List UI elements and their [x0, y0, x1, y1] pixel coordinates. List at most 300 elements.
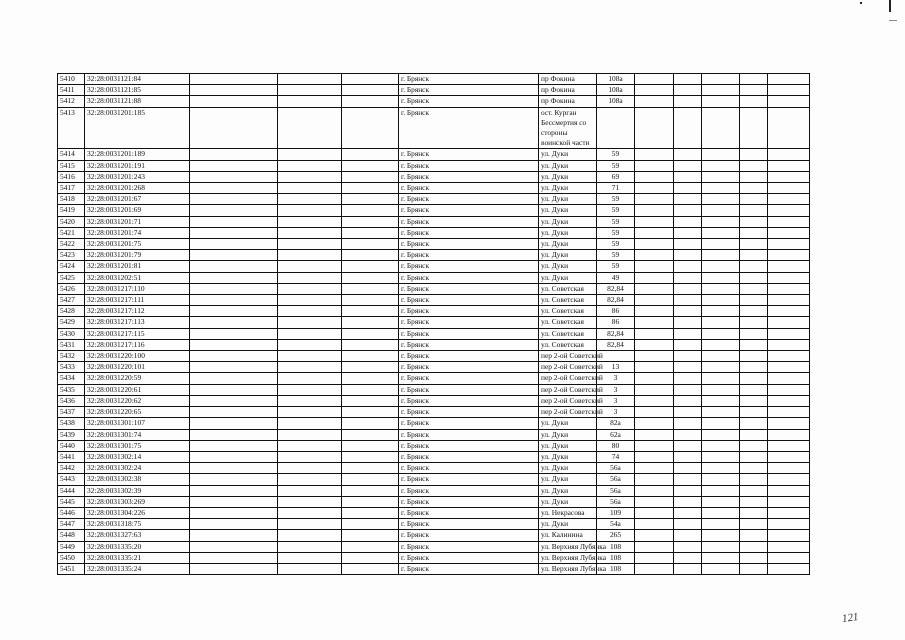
empty-cell [190, 295, 278, 306]
empty-cell [702, 261, 740, 272]
row-number-cell: 5420 [58, 216, 85, 227]
empty-cell [190, 272, 278, 283]
cadastral-number-cell: 32:28:0031301:75 [85, 440, 190, 451]
empty-cell [740, 507, 768, 518]
row-number-cell: 5428 [58, 306, 85, 317]
cadastral-number-cell: 32:28:0031335:24 [85, 563, 190, 574]
empty-cell [768, 306, 810, 317]
city-cell: г. Брянск [399, 239, 539, 250]
empty-cell [674, 530, 702, 541]
row-number-cell: 5430 [58, 328, 85, 339]
house-cell: 108 [597, 541, 635, 552]
empty-cell [635, 85, 674, 96]
city-cell: г. Брянск [399, 107, 539, 149]
street-cell: ул. Дуки [539, 160, 597, 171]
empty-cell [768, 563, 810, 574]
empty-cell [278, 96, 342, 107]
street-cell: ул. Дуки [539, 474, 597, 485]
empty-cell [342, 384, 399, 395]
city-cell: г. Брянск [399, 261, 539, 272]
empty-cell [740, 272, 768, 283]
empty-cell [635, 194, 674, 205]
table-row [58, 194, 810, 205]
row-number-cell: 5432 [58, 351, 85, 362]
empty-cell [740, 295, 768, 306]
empty-cell [740, 171, 768, 182]
house-cell: 74 [597, 451, 635, 462]
empty-cell [190, 317, 278, 328]
street-cell: ул. Верхняя Лубянка [539, 541, 597, 552]
empty-cell [635, 239, 674, 250]
empty-cell [740, 541, 768, 552]
house-cell: 56а [597, 485, 635, 496]
house-cell: 71 [597, 183, 635, 194]
street-cell: ул. Дуки [539, 216, 597, 227]
empty-cell [674, 149, 702, 160]
empty-cell [278, 295, 342, 306]
empty-cell [674, 205, 702, 216]
street-cell: ул. Верхняя Лубянка [539, 552, 597, 563]
empty-cell [342, 563, 399, 574]
city-cell: г. Брянск [399, 429, 539, 440]
empty-cell [768, 362, 810, 373]
empty-cell [342, 283, 399, 294]
row-number-cell: 5440 [58, 440, 85, 451]
house-cell: 59 [597, 250, 635, 261]
empty-cell [674, 295, 702, 306]
empty-cell [635, 384, 674, 395]
empty-cell [635, 328, 674, 339]
empty-cell [768, 519, 810, 530]
street-cell: пр Фокина [539, 85, 597, 96]
cadastral-number-cell: 32:28:0031220:101 [85, 362, 190, 373]
city-cell: г. Брянск [399, 216, 539, 227]
empty-cell [740, 395, 768, 406]
cadastral-number-cell: 32:28:0031202:51 [85, 272, 190, 283]
city-cell: г. Брянск [399, 463, 539, 474]
row-number-cell: 5434 [58, 373, 85, 384]
empty-cell [278, 429, 342, 440]
empty-cell [278, 552, 342, 563]
empty-cell [768, 171, 810, 182]
street-cell: пр Фокина [539, 74, 597, 85]
street-cell: ул. Советская [539, 295, 597, 306]
empty-cell [740, 250, 768, 261]
table-row [58, 183, 810, 194]
empty-cell [702, 295, 740, 306]
empty-cell [635, 149, 674, 160]
empty-cell [635, 407, 674, 418]
house-cell: 82,84 [597, 295, 635, 306]
table-row [58, 351, 810, 362]
empty-cell [635, 351, 674, 362]
table-row [58, 306, 810, 317]
empty-cell [674, 171, 702, 182]
cadastral-number-cell: 32:28:0031217:113 [85, 317, 190, 328]
street-cell: ул. Калинина [539, 530, 597, 541]
empty-cell [190, 227, 278, 238]
empty-cell [740, 429, 768, 440]
cadastral-number-cell: 32:28:0031201:243 [85, 171, 190, 182]
street-cell: ост. Курган Бессмертия со стороны воинской части [539, 107, 597, 149]
empty-cell [190, 384, 278, 395]
empty-cell [342, 373, 399, 384]
empty-cell [342, 272, 399, 283]
empty-cell [740, 474, 768, 485]
street-cell: ул. Дуки [539, 227, 597, 238]
empty-cell [674, 194, 702, 205]
table-row [58, 283, 810, 294]
table-row [58, 205, 810, 216]
empty-cell [674, 183, 702, 194]
empty-cell [190, 306, 278, 317]
house-cell: 82,84 [597, 283, 635, 294]
empty-cell [768, 96, 810, 107]
row-number-cell: 5433 [58, 362, 85, 373]
cadastral-number-cell: 32:28:0031121:88 [85, 96, 190, 107]
empty-cell [342, 205, 399, 216]
empty-cell [702, 496, 740, 507]
table-row [58, 239, 810, 250]
house-cell: 59 [597, 261, 635, 272]
empty-cell [740, 407, 768, 418]
empty-cell [190, 407, 278, 418]
street-cell: ул. Дуки [539, 519, 597, 530]
empty-cell [342, 541, 399, 552]
empty-cell [635, 107, 674, 149]
empty-cell [278, 171, 342, 182]
street-cell: ул. Дуки [539, 429, 597, 440]
empty-cell [674, 351, 702, 362]
empty-cell [702, 272, 740, 283]
cadastral-number-cell: 32:28:0031201:189 [85, 149, 190, 160]
empty-cell [674, 261, 702, 272]
row-number-cell: 5417 [58, 183, 85, 194]
empty-cell [342, 530, 399, 541]
street-cell: ул. Дуки [539, 463, 597, 474]
row-number-cell: 5445 [58, 496, 85, 507]
house-cell: 86 [597, 317, 635, 328]
empty-cell [674, 96, 702, 107]
empty-cell [674, 541, 702, 552]
empty-cell [190, 552, 278, 563]
empty-cell [342, 74, 399, 85]
table-row [58, 295, 810, 306]
empty-cell [740, 351, 768, 362]
registry-table-body [58, 74, 810, 575]
empty-cell [190, 107, 278, 149]
row-number-cell: 5419 [58, 205, 85, 216]
row-number-cell: 5423 [58, 250, 85, 261]
empty-cell [702, 339, 740, 350]
empty-cell [342, 183, 399, 194]
empty-cell [278, 261, 342, 272]
table-row [58, 395, 810, 406]
empty-cell [342, 149, 399, 160]
empty-cell [674, 250, 702, 261]
empty-cell [190, 183, 278, 194]
row-number-cell: 5415 [58, 160, 85, 171]
cadastral-number-cell: 32:28:0031217:116 [85, 339, 190, 350]
empty-cell [190, 485, 278, 496]
table-row [58, 563, 810, 574]
empty-cell [768, 216, 810, 227]
empty-cell [635, 261, 674, 272]
street-cell: ул. Некрасова [539, 507, 597, 518]
cadastral-number-cell: 32:28:0031201:67 [85, 194, 190, 205]
street-cell: ул. Советская [539, 283, 597, 294]
empty-cell [674, 107, 702, 149]
empty-cell [740, 440, 768, 451]
empty-cell [278, 507, 342, 518]
page-number: 121 [841, 610, 860, 626]
empty-cell [635, 306, 674, 317]
cadastral-number-cell: 32:28:0031302:39 [85, 485, 190, 496]
street-cell: ул. Дуки [539, 485, 597, 496]
row-number-cell: 5416 [58, 171, 85, 182]
empty-cell [342, 216, 399, 227]
cadastral-number-cell: 32:28:0031217:112 [85, 306, 190, 317]
empty-cell [674, 362, 702, 373]
house-cell: 13 [597, 362, 635, 373]
empty-cell [768, 339, 810, 350]
house-cell: 265 [597, 530, 635, 541]
street-cell: ул. Дуки [539, 194, 597, 205]
empty-cell [674, 563, 702, 574]
cadastral-number-cell: 32:28:0031335:20 [85, 541, 190, 552]
empty-cell [768, 485, 810, 496]
empty-cell [768, 541, 810, 552]
empty-cell [190, 541, 278, 552]
empty-cell [342, 407, 399, 418]
house-cell: 56а [597, 463, 635, 474]
empty-cell [278, 351, 342, 362]
empty-cell [278, 541, 342, 552]
empty-cell [278, 85, 342, 96]
row-number-cell: 5437 [58, 407, 85, 418]
empty-cell [278, 496, 342, 507]
street-cell: ул. Дуки [539, 239, 597, 250]
empty-cell [635, 429, 674, 440]
empty-cell [768, 272, 810, 283]
street-cell: ул. Советская [539, 339, 597, 350]
city-cell: г. Брянск [399, 306, 539, 317]
empty-cell [635, 272, 674, 283]
row-number-cell: 5438 [58, 418, 85, 429]
empty-cell [740, 306, 768, 317]
street-cell: ул. Дуки [539, 171, 597, 182]
table-row [58, 96, 810, 107]
empty-cell [342, 519, 399, 530]
empty-cell [190, 328, 278, 339]
cadastral-number-cell: 32:28:0031201:81 [85, 261, 190, 272]
empty-cell [768, 261, 810, 272]
empty-cell [768, 183, 810, 194]
house-cell [597, 107, 635, 149]
empty-cell [768, 507, 810, 518]
city-cell: г. Брянск [399, 295, 539, 306]
empty-cell [278, 194, 342, 205]
empty-cell [768, 552, 810, 563]
empty-cell [342, 317, 399, 328]
city-cell: г. Брянск [399, 317, 539, 328]
cadastral-number-cell: 32:28:0031302:24 [85, 463, 190, 474]
empty-cell [190, 339, 278, 350]
house-cell: 3 [597, 384, 635, 395]
empty-cell [635, 485, 674, 496]
empty-cell [190, 474, 278, 485]
empty-cell [342, 107, 399, 149]
city-cell: г. Брянск [399, 74, 539, 85]
street-cell: пер 2-ой Советский [539, 395, 597, 406]
cadastral-number-cell: 32:28:0031318:75 [85, 519, 190, 530]
empty-cell [278, 485, 342, 496]
empty-cell [674, 283, 702, 294]
cadastral-number-cell: 32:28:0031201:74 [85, 227, 190, 238]
empty-cell [278, 74, 342, 85]
house-cell: 59 [597, 227, 635, 238]
row-number-cell: 5444 [58, 485, 85, 496]
table-row [58, 250, 810, 261]
row-number-cell: 5441 [58, 451, 85, 462]
house-cell: 109 [597, 507, 635, 518]
empty-cell [674, 463, 702, 474]
empty-cell [702, 507, 740, 518]
empty-cell [702, 519, 740, 530]
empty-cell [278, 418, 342, 429]
empty-cell [702, 171, 740, 182]
empty-cell [740, 339, 768, 350]
row-number-cell: 5424 [58, 261, 85, 272]
house-cell: 80 [597, 440, 635, 451]
row-number-cell: 5435 [58, 384, 85, 395]
city-cell: г. Брянск [399, 373, 539, 384]
empty-cell [740, 239, 768, 250]
empty-cell [278, 373, 342, 384]
empty-cell [190, 362, 278, 373]
empty-cell [278, 384, 342, 395]
empty-cell [702, 205, 740, 216]
empty-cell [768, 530, 810, 541]
house-cell: 108а [597, 96, 635, 107]
street-cell: ул. Дуки [539, 272, 597, 283]
row-number-cell: 5418 [58, 194, 85, 205]
table-row [58, 384, 810, 395]
empty-cell [278, 519, 342, 530]
cadastral-number-cell: 32:28:0031201:75 [85, 239, 190, 250]
row-number-cell: 5451 [58, 563, 85, 574]
empty-cell [190, 507, 278, 518]
cadastral-number-cell: 32:28:0031220:100 [85, 351, 190, 362]
cadastral-number-cell: 32:28:0031327:63 [85, 530, 190, 541]
street-cell: пер 2-ой Советский [539, 362, 597, 373]
empty-cell [278, 463, 342, 474]
empty-cell [674, 306, 702, 317]
row-number-cell: 5450 [58, 552, 85, 563]
city-cell: г. Брянск [399, 530, 539, 541]
empty-cell [702, 429, 740, 440]
empty-cell [740, 85, 768, 96]
city-cell: г. Брянск [399, 328, 539, 339]
table-row [58, 463, 810, 474]
empty-cell [674, 272, 702, 283]
empty-cell [635, 474, 674, 485]
empty-cell [278, 407, 342, 418]
empty-cell [635, 171, 674, 182]
empty-cell [278, 563, 342, 574]
cadastral-number-cell: 32:28:0031121:84 [85, 74, 190, 85]
row-number-cell: 5442 [58, 463, 85, 474]
table-row [58, 160, 810, 171]
city-cell: г. Брянск [399, 205, 539, 216]
table-row [58, 519, 810, 530]
empty-cell [342, 306, 399, 317]
empty-cell [342, 418, 399, 429]
empty-cell [278, 328, 342, 339]
cadastral-number-cell: 32:28:0031220:59 [85, 373, 190, 384]
empty-cell [740, 563, 768, 574]
empty-cell [768, 250, 810, 261]
empty-cell [342, 463, 399, 474]
table-row [58, 541, 810, 552]
empty-cell [342, 474, 399, 485]
empty-cell [278, 149, 342, 160]
empty-cell [278, 474, 342, 485]
house-cell: 108 [597, 552, 635, 563]
table-row [58, 429, 810, 440]
empty-cell [342, 227, 399, 238]
empty-cell [190, 96, 278, 107]
table-row [58, 107, 810, 149]
row-number-cell: 5431 [58, 339, 85, 350]
city-cell: г. Брянск [399, 519, 539, 530]
empty-cell [674, 373, 702, 384]
empty-cell [635, 339, 674, 350]
empty-cell [702, 160, 740, 171]
empty-cell [342, 395, 399, 406]
empty-cell [190, 496, 278, 507]
table-row [58, 373, 810, 384]
empty-cell [674, 507, 702, 518]
empty-cell [768, 463, 810, 474]
empty-cell [768, 429, 810, 440]
empty-cell [740, 194, 768, 205]
empty-cell [674, 317, 702, 328]
city-cell: г. Брянск [399, 541, 539, 552]
empty-cell [768, 418, 810, 429]
house-cell: 108а [597, 85, 635, 96]
city-cell: г. Брянск [399, 440, 539, 451]
house-cell: 108а [597, 74, 635, 85]
empty-cell [740, 384, 768, 395]
empty-cell [702, 418, 740, 429]
empty-cell [674, 239, 702, 250]
city-cell: г. Брянск [399, 395, 539, 406]
row-number-cell: 5447 [58, 519, 85, 530]
empty-cell [674, 451, 702, 462]
empty-cell [342, 440, 399, 451]
city-cell: г. Брянск [399, 362, 539, 373]
cadastral-number-cell: 32:28:0031301:107 [85, 418, 190, 429]
city-cell: г. Брянск [399, 171, 539, 182]
empty-cell [278, 250, 342, 261]
cadastral-number-cell: 32:28:0031217:110 [85, 283, 190, 294]
table-row [58, 474, 810, 485]
empty-cell [674, 496, 702, 507]
empty-cell [635, 463, 674, 474]
empty-cell [740, 160, 768, 171]
house-cell: 59 [597, 205, 635, 216]
